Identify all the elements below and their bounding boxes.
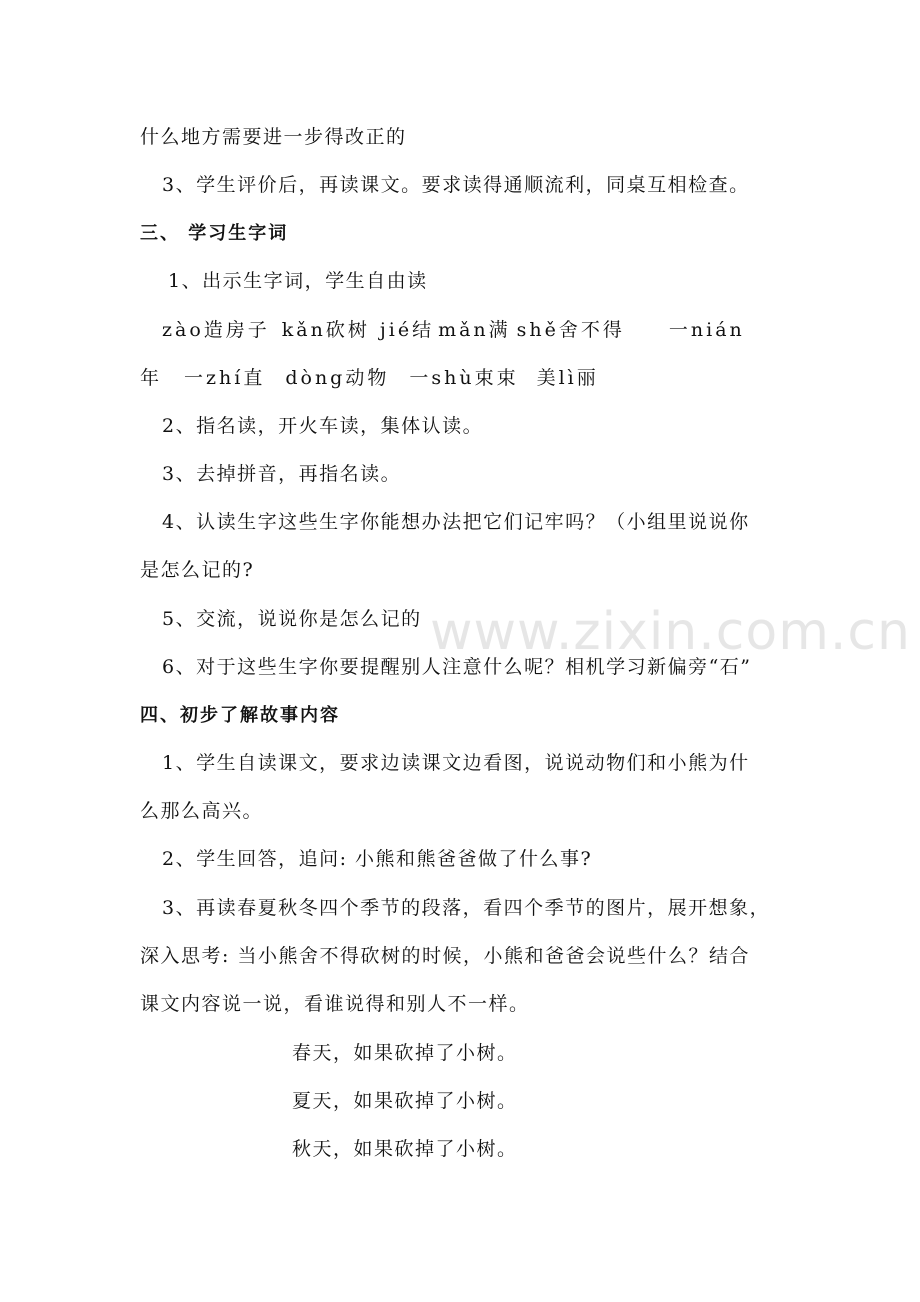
season-line-spring: 春天，如果砍掉了小树。	[292, 1042, 518, 1064]
paragraph-line: 3、去掉拼音，再指名读。	[162, 463, 402, 485]
paragraph-line: 2、学生回答，追问: 小熊和熊爸爸做了什么事?	[162, 848, 593, 870]
pinyin-word: jié结	[379, 319, 435, 341]
paragraph-line: 2、指名读，开火车读，集体认读。	[162, 415, 484, 437]
pinyin-word: 美lì丽	[536, 367, 599, 389]
paragraph-line: 4、认读生字这些生字你能想办法把它们记牢吗？（小组里说说你	[162, 511, 750, 533]
pinyin-word: mǎn满	[438, 319, 511, 341]
paragraph-line: 1、出示生字词，学生自由读	[168, 270, 428, 292]
pinyin-word: 年	[140, 367, 163, 389]
paragraph-line: 3、学生评价后，再读课文。要求读得通顺流利，同桌互相检查。	[162, 174, 750, 196]
pinyin-word: 一nián	[668, 319, 745, 341]
paragraph-line: 3、再读春夏秋冬四个季节的段落，看四个季节的图片，展开想象，	[162, 897, 771, 919]
pinyin-word: zào造房子	[162, 319, 270, 341]
pinyin-word: shě舍不得	[516, 319, 625, 341]
paragraph-line: 是怎么记的?	[140, 559, 255, 581]
paragraph-line: 什么地方需要进一步得改正的	[140, 126, 407, 148]
paragraph-line: 5、交流，说说你是怎么记的	[162, 608, 422, 630]
paragraph-line: 1、学生自读课文，要求边读课文边看图，说说动物们和小熊为什	[162, 752, 750, 774]
pinyin-line-2	[140, 365, 780, 391]
pinyin-word: 一shù束束	[409, 367, 519, 389]
pinyin-word: kǎn砍树	[281, 319, 370, 341]
pinyin-line-1	[162, 317, 802, 343]
paragraph-line: 深入思考: 当小熊舍不得砍树的时候，小熊和爸爸会说些什么？结合	[140, 945, 750, 967]
section-heading-3: 三、 学习生字词	[140, 223, 289, 244]
paragraph-line: 么那么高兴。	[140, 800, 264, 822]
watermark: www.zixin.com.cn	[430, 602, 911, 662]
season-line-autumn: 秋天，如果砍掉了小树。	[292, 1138, 518, 1160]
season-line-summer: 夏天，如果砍掉了小树。	[292, 1090, 518, 1112]
pinyin-word: dòng动物	[285, 367, 390, 389]
paragraph-line: 课文内容说一说，看谁说得和别人不一样。	[140, 993, 530, 1015]
pinyin-word: 一zhí直	[184, 367, 266, 389]
paragraph-line: 6、对于这些生字你要提醒别人注意什么呢？相机学习新偏旁“石”	[162, 656, 752, 678]
section-heading-4: 四、初步了解故事内容	[140, 705, 340, 726]
